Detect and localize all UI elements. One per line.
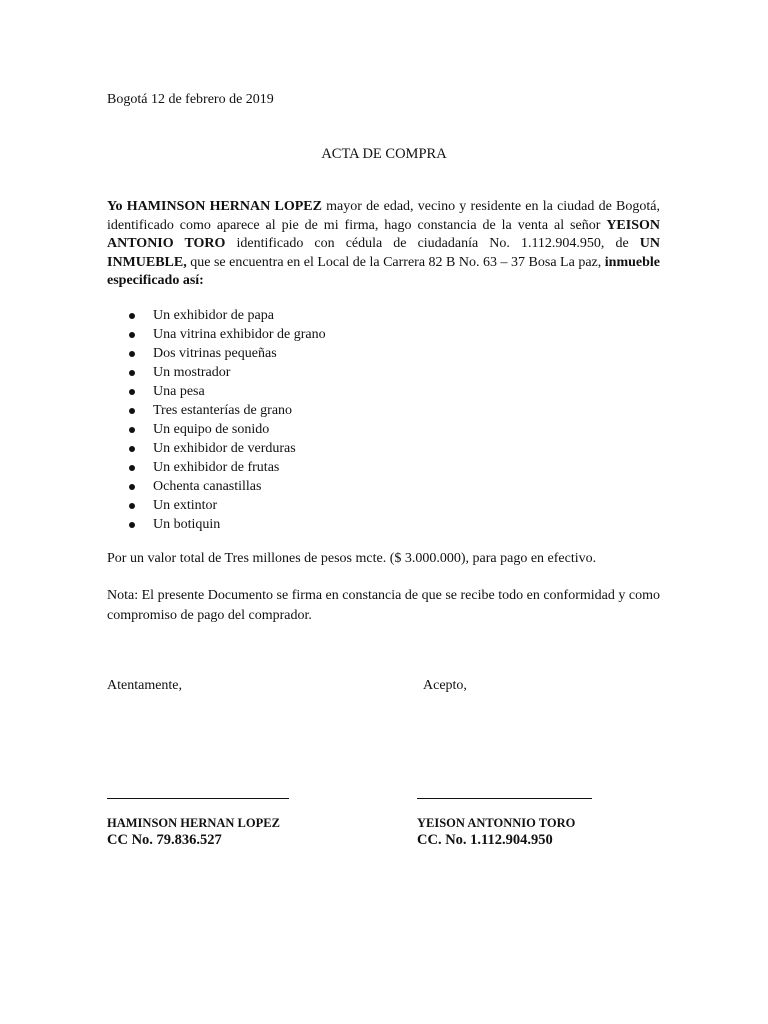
list-item: [127, 401, 326, 420]
intro-text-3: que se encuentra en el Local de la Carrera 82 B No. 63 – 37 Bosa La paz,: [186, 254, 605, 270]
item-text: Un extintor: [153, 498, 218, 513]
item-text: Un equipo de sonido: [153, 422, 270, 437]
bullet-icon: [129, 446, 135, 452]
list-item: [127, 382, 326, 401]
bullet-icon: [129, 465, 135, 471]
list-item: [127, 439, 326, 458]
list-item: [127, 515, 326, 534]
intro-paragraph: [107, 198, 660, 291]
total-value-text: Por un valor total de Tres millones de pesos mcte. ($ 3.000.000), para pago en efectivo.: [107, 551, 597, 566]
bullet-icon: [129, 427, 135, 433]
signature-line-right: [417, 798, 592, 799]
closing-right: Acepto,: [423, 678, 467, 693]
item-text: Tres estanterías de grano: [153, 403, 293, 418]
item-text: Ochenta canastillas: [153, 479, 262, 494]
item-text: Un exhibidor de papa: [153, 308, 274, 323]
list-item: [127, 458, 326, 477]
signer-name-right: YEISON ANTONNIO TORO: [417, 816, 576, 830]
list-item: [127, 306, 326, 325]
list-item: [127, 344, 326, 363]
list-item: [127, 325, 326, 344]
signature-line-left: [107, 798, 289, 799]
bullet-icon: [129, 522, 135, 528]
intro-yo: Yo: [107, 199, 123, 214]
document-title: ACTA DE COMPRA: [321, 146, 447, 162]
items-list: [127, 306, 326, 534]
note-paragraph: Nota: El presente Documento se firma en constancia de que se recibe todo en conformidad y como compromiso de pago del comprador.: [107, 588, 660, 623]
item-text: Un mostrador: [153, 365, 231, 380]
list-item: [127, 363, 326, 382]
signer-name-left: HAMINSON HERNAN LOPEZ: [107, 816, 280, 830]
property-label: UN INMUEBLE,: [107, 236, 660, 270]
item-text: Dos vitrinas pequeñas: [153, 346, 277, 361]
list-item: [127, 420, 326, 439]
seller-name: HAMINSON HERNAN LOPEZ: [126, 199, 322, 214]
intro-text-2: identificado con cédula de ciudadanía No. 1.112.904.950, de: [225, 236, 640, 251]
item-text: Un exhibidor de verduras: [153, 441, 296, 456]
item-text: Una vitrina exhibidor de grano: [153, 327, 326, 342]
intro-text-1: mayor de edad, vecino y residente en la ciudad de Bogotá, identificado como aparece al pie de mi firma, hago constancia de la venta al señor: [107, 199, 661, 233]
list-item: [127, 496, 326, 515]
bullet-icon: [129, 503, 135, 509]
bullet-icon: [129, 370, 135, 376]
closing-left: Atentamente,: [107, 678, 183, 693]
bullet-icon: [129, 484, 135, 490]
bullet-icon: [129, 332, 135, 338]
spec-label: inmueble especificado así:: [107, 254, 660, 288]
item-text: Una pesa: [153, 384, 205, 399]
bullet-icon: [129, 389, 135, 395]
signer-id-left: CC No. 79.836.527: [107, 832, 222, 848]
signer-id-right: CC. No. 1.112.904.950: [417, 832, 553, 848]
bullet-icon: [129, 351, 135, 357]
item-text: Un botiquin: [153, 517, 221, 532]
list-item: [127, 477, 326, 496]
document-date: Bogotá 12 de febrero de 2019: [107, 92, 274, 107]
item-text: Un exhibidor de frutas: [153, 460, 280, 475]
bullet-icon: [129, 408, 135, 414]
bullet-icon: [129, 313, 135, 319]
buyer-name: YEISON ANTONIO TORO: [107, 217, 660, 251]
